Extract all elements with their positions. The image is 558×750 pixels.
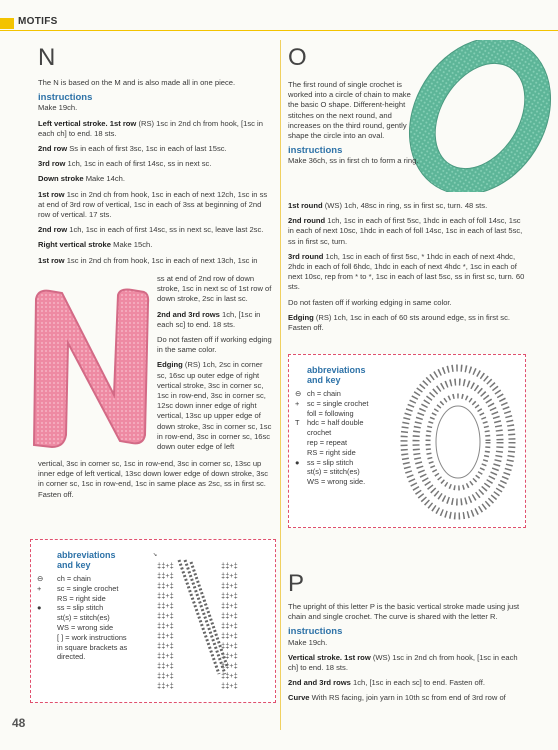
svg-text:‡‡+‡: ‡‡+‡ <box>221 623 238 631</box>
letter-n-heading: N <box>38 44 56 71</box>
n-key-list: ch = chain sc = single crochet RS = right side ss = slip stitch st(s) = stitch(es) WS = wrong side [ ] = work instructions in square brackets as directed. <box>57 574 128 662</box>
p-text-block <box>288 602 528 709</box>
svg-text:‡‡+‡: ‡‡+‡ <box>221 653 238 661</box>
page-number: 48 <box>12 716 26 730</box>
n-text-top <box>38 78 272 266</box>
n-p4: Down stroke Make 14ch. <box>38 174 125 184</box>
n-p11b: vertical, 3sc in corner sc, 1sc in row-end, 3sc in corner sc, 13sc up inner edge of left vertical, 13sc down lower edge of down stroke, 3sc in corner sc, 1sc in row-end, 1sc in same place as 2sc, ss in first sc. Fasten off. <box>38 459 269 499</box>
svg-text:‡‡+‡: ‡‡+‡ <box>221 683 238 691</box>
section-title: MOTIFS <box>18 16 58 27</box>
n-p3: 3rd row 1ch, 1sc in each of first 14sc, ss in next sc. <box>38 159 212 169</box>
svg-text:‡‡+‡: ‡‡+‡ <box>221 593 238 601</box>
o-text-block <box>288 201 528 338</box>
svg-text:‡‡+‡: ‡‡+‡ <box>157 563 174 571</box>
o-p5: Do not fasten off if working edging in same color. <box>288 297 452 307</box>
crochet-o-photo <box>404 40 556 192</box>
n-key-title: abbreviations and key <box>57 550 116 570</box>
svg-text:‡‡+‡: ‡‡+‡ <box>157 593 174 601</box>
n-p6: 2nd row 1ch, 1sc in each of first 14sc, ss in next sc, leave last 2sc. <box>38 225 264 235</box>
n-p10: Do not fasten off if working edging in the same color. <box>157 335 272 355</box>
p-intro: The upright of this letter P is the basic vertical stroke made using just chain and single crochet. The curve is shared with the letter R. <box>288 602 520 622</box>
o-key-box <box>288 354 526 528</box>
n-p1: Left vertical stroke. 1st row (RS) 1sc in 2nd ch from hook, [1sc in each ch] to end. 18 sts. <box>38 118 263 138</box>
n-p8b: ss at end of 2nd row of down stroke, 1sc in next sc of 1st row of down stroke, 2sc in last sc. <box>157 274 272 304</box>
n-crochet-chart <box>147 546 267 696</box>
svg-text:‡‡+‡: ‡‡+‡ <box>221 583 238 591</box>
p-make: Make 19ch. <box>288 637 328 647</box>
o-intro-block <box>288 80 420 167</box>
o-shape <box>404 40 556 192</box>
o-p1: Make 36ch, ss in first ch to form a ring. <box>288 156 419 166</box>
svg-text:‡‡+‡: ‡‡+‡ <box>157 583 174 591</box>
ss-symbol: ● <box>37 603 42 613</box>
n-text-bottom <box>38 459 272 505</box>
n-key-box <box>30 539 276 703</box>
o-p4: 3rd round 1ch, 1sc in each of first 5sc, * 1hdc in each of next 4hdc, 2hdc in each of foll 6hdc, 1hdc in each of next 4hdc *, 1sc in each of next 10sc, rep from * to *, 1sc in each of last 5sc, ss in first sc, turn. 60 sts. <box>288 251 525 292</box>
svg-text:‡‡+‡: ‡‡+‡ <box>221 573 238 581</box>
column-divider <box>280 40 281 730</box>
chain-symbol: ⊖ <box>295 389 302 398</box>
o-key-list: ch = chain sc = single crochet foll = following hdc = half double crochet rep = repeat RS = right side ss = slip stitch st(s) = stitch(es) WS = wrong side. <box>307 389 369 487</box>
sc-symbol: + <box>295 398 300 408</box>
chain-symbol: ⊖ <box>37 574 44 583</box>
svg-text:‡‡+‡: ‡‡+‡ <box>157 663 174 671</box>
header-rule <box>0 30 558 31</box>
n-key-symbols <box>37 574 43 613</box>
o-crochet-chart <box>395 361 521 523</box>
svg-text:‡‡+‡: ‡‡+‡ <box>157 673 174 681</box>
o-p2: 1st round (WS) 1ch, 48sc in ring, ss in first sc, turn. 48 sts. <box>288 201 488 210</box>
n-intro: The N is based on the M and is also made all in one piece. <box>38 78 236 87</box>
svg-text:‡‡+‡: ‡‡+‡ <box>157 653 174 661</box>
n-p2: 2nd row Ss in each of first 3sc, 1sc in each of last 15sc. <box>38 144 227 154</box>
svg-text:‡‡+‡: ‡‡+‡ <box>221 663 238 671</box>
hdc-symbol: T <box>295 418 300 428</box>
svg-text:‡‡+‡: ‡‡+‡ <box>157 573 174 581</box>
n-p9: 2nd and 3rd rows 1ch, [1sc in each sc] to end. 18 sts. <box>157 309 261 329</box>
chart-arrow-icon: ↘ <box>153 551 158 559</box>
svg-text:‡‡+‡: ‡‡+‡ <box>221 613 238 621</box>
o-key-title: abbreviations and key <box>307 365 366 385</box>
n-p7: Right vertical stroke Make 15ch. <box>38 240 153 250</box>
svg-text:‡‡+‡: ‡‡+‡ <box>221 643 238 651</box>
letter-o-heading: O <box>288 44 307 71</box>
svg-text:‡‡+‡: ‡‡+‡ <box>157 633 174 641</box>
n-shape <box>34 290 148 447</box>
o-key-symbols <box>295 389 301 467</box>
o-instructions-title: instructions <box>288 145 343 157</box>
o-p3: 2nd round 1ch, 1sc in each of first 5sc, 1hdc in each of foll 14sc, 1sc in each of next 10sc, 1hdc in each of foll 14sc, 1sc in each of last 5sc, ss in first sc, turn. <box>288 216 523 246</box>
n-p5: 1st row 1sc in 2nd ch from hook, 1sc in each of next 12ch, 1sc in ss at end of 3rd row of vertical, 1sc in each of 3ss at beginning of 2nd row of vertical. 17 sts. <box>38 189 268 220</box>
o-intro: The first round of single crochet is worked into a circle of chain to make the basic O shape. Different-height stitches on the next round, and increases on the third round, gently shape the circle into an oval. <box>288 80 411 141</box>
svg-text:‡‡+‡: ‡‡+‡ <box>221 633 238 641</box>
n-text-side <box>157 274 274 452</box>
n-instructions-title: instructions <box>38 92 93 104</box>
letter-p-heading: P <box>288 570 305 597</box>
header-marker <box>0 18 14 29</box>
svg-text:‡‡+‡: ‡‡+‡ <box>157 603 174 611</box>
svg-text:‡‡+‡: ‡‡+‡ <box>221 673 238 681</box>
sc-symbol: + <box>37 583 42 593</box>
n-p11a: Edging (RS) 1ch, 2sc in corner sc, 16sc up outer edge of right vertical stroke, 3sc in corner sc, 1sc in row-end, 3sc in corner sc, 12sc down inner edge of right vertical, 13sc up upper edge of down stroke, 3sc in corner sc, 1sc in row-end, 3sc in corner sc, 16sc down outer edge of left <box>157 360 272 452</box>
svg-text:‡‡+‡: ‡‡+‡ <box>157 643 174 651</box>
ss-symbol: ● <box>295 457 300 467</box>
p-p1: Vertical stroke. 1st row (WS) 1sc in 2nd ch from hook, [1sc in each ch] to end. 18 sts. <box>288 652 518 673</box>
svg-text:‡‡+‡: ‡‡+‡ <box>221 603 238 611</box>
p-p2: 2nd and 3rd rows 1ch, [1sc in each sc] to end. Fasten off. <box>288 678 485 688</box>
n-p8a: 1st row 1sc in 2nd ch from hook, 1sc in each of next 13ch, 1sc in <box>38 255 258 265</box>
p-instructions-title: instructions <box>288 626 343 638</box>
svg-text:‡‡+‡: ‡‡+‡ <box>157 613 174 621</box>
crochet-n-photo <box>28 285 154 450</box>
n-make: Make 19ch. <box>38 103 78 113</box>
o-p6: Edging (RS) 1ch, 1sc in each of 60 sts around edge, ss in first sc. Fasten off. <box>288 312 510 333</box>
p-p3: Curve With RS facing, join yarn in 10th sc from end of 3rd row of <box>288 693 506 703</box>
svg-text:‡‡+‡: ‡‡+‡ <box>157 623 174 631</box>
svg-text:‡‡+‡: ‡‡+‡ <box>157 683 174 691</box>
svg-text:‡‡+‡: ‡‡+‡ <box>221 563 238 571</box>
